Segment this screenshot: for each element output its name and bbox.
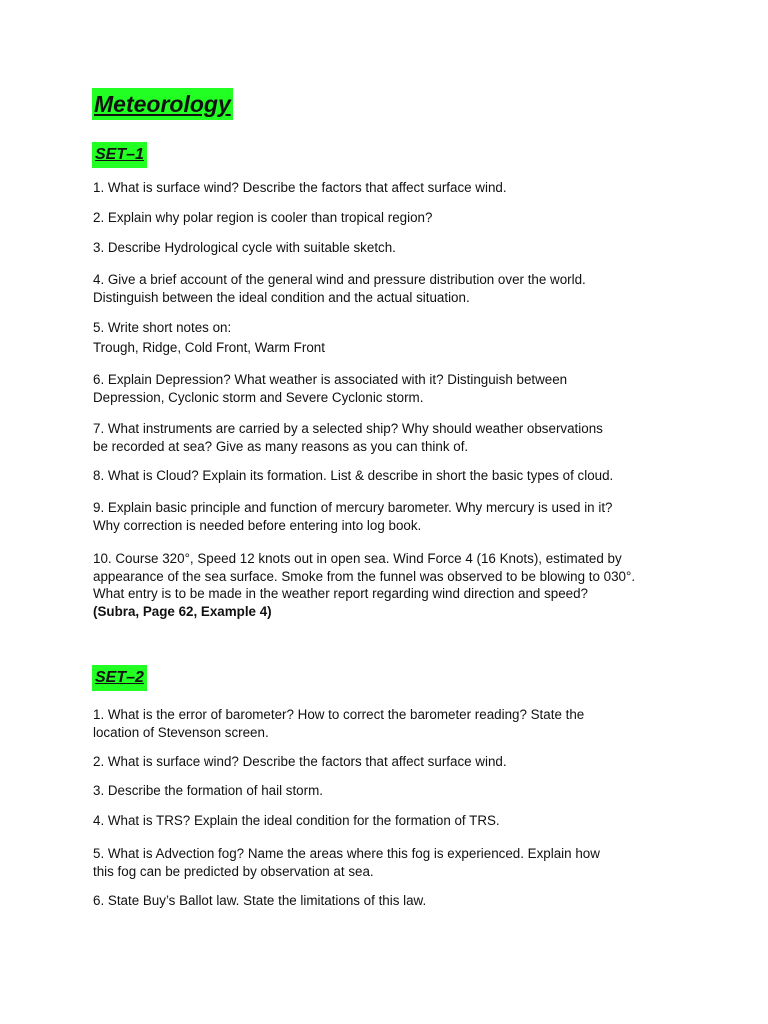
set2-question-1	[93, 706, 683, 741]
set1-q10-reference: (Subra, Page 62, Example 4)	[93, 603, 272, 619]
page-title: Meteorology	[92, 88, 233, 120]
set1-q6-line2: Depression, Cyclonic storm and Severe Cyclonic storm.	[93, 389, 424, 405]
set2-question-5	[93, 845, 683, 880]
set1-q6-line1: 6. Explain Depression? What weather is associated with it? Distinguish between	[93, 372, 568, 387]
set1-q4-line2: Distinguish between the ideal condition and the actual situation.	[93, 289, 470, 305]
set1-q10-line2: appearance of the sea surface. Smoke from the funnel was observed to be blowing to 030°.	[93, 568, 636, 584]
set1-heading: SET–1	[92, 142, 147, 168]
set1-q7-line1: 7. What instruments are carried by a selected ship? Why should weather observations	[93, 421, 603, 436]
set2-q5-line2: this fog can be predicted by observation at sea.	[93, 863, 374, 879]
set1-q7-line2: be recorded at sea? Give as many reasons as you can think of.	[93, 438, 469, 454]
set1-q9-line1: 9. Explain basic principle and function of mercury barometer. Why mercury is used in it?	[93, 500, 613, 515]
set1-q5-line1: 5. Write short notes on:	[93, 320, 232, 335]
set1-q2-text: 2. Explain why polar region is cooler than tropical region?	[93, 210, 433, 225]
set2-q4-text: 4. What is TRS? Explain the ideal condition for the formation of TRS.	[93, 813, 500, 828]
set2-question-2	[93, 753, 683, 771]
set2-question-4	[93, 812, 683, 830]
set2-q1-line1: 1. What is the error of barometer? How to correct the barometer reading? State the	[93, 707, 585, 722]
set1-q10-line1: 10. Course 320°, Speed 12 knots out in open sea. Wind Force 4 (16 Knots), estimated by	[93, 551, 622, 566]
set2-heading: SET–2	[92, 665, 147, 691]
set2-q2-text: 2. What is surface wind? Describe the factors that affect surface wind.	[93, 754, 507, 769]
set1-question-10	[93, 550, 683, 620]
set1-question-8	[93, 467, 683, 485]
set1-question-4	[93, 271, 683, 306]
set1-question-3	[93, 239, 683, 257]
set1-question-5	[93, 319, 683, 356]
set2-q3-text: 3. Describe the formation of hail storm.	[93, 783, 323, 798]
set1-question-1	[93, 179, 683, 197]
set2-question-3	[93, 782, 683, 800]
set1-q9-line2: Why correction is needed before entering into log book.	[93, 517, 422, 533]
set1-question-7	[93, 420, 683, 455]
set2-q5-line1: 5. What is Advection fog? Name the areas where this fog is experienced. Explain how	[93, 846, 600, 861]
set2-question-6	[93, 892, 683, 910]
set1-q1-text: 1. What is surface wind? Describe the factors that affect surface wind.	[93, 180, 507, 195]
set1-q4-line1: 4. Give a brief account of the general wind and pressure distribution over the world.	[93, 272, 586, 287]
set1-q8-text: 8. What is Cloud? Explain its formation. List & describe in short the basic types of cloud.	[93, 468, 614, 483]
set1-question-2	[93, 209, 683, 227]
set2-q1-line2: location of Stevenson screen.	[93, 724, 269, 740]
set1-q10-line3: What entry is to be made in the weather report regarding wind direction and speed?	[93, 586, 588, 601]
set1-question-6	[93, 371, 683, 406]
set2-q6-text: 6. State Buy’s Ballot law. State the limitations of this law.	[93, 893, 427, 908]
set1-q5-line2: Trough, Ridge, Cold Front, Warm Front	[93, 339, 325, 355]
set1-q3-text: 3. Describe Hydrological cycle with suitable sketch.	[93, 240, 396, 255]
set1-question-9	[93, 499, 683, 534]
